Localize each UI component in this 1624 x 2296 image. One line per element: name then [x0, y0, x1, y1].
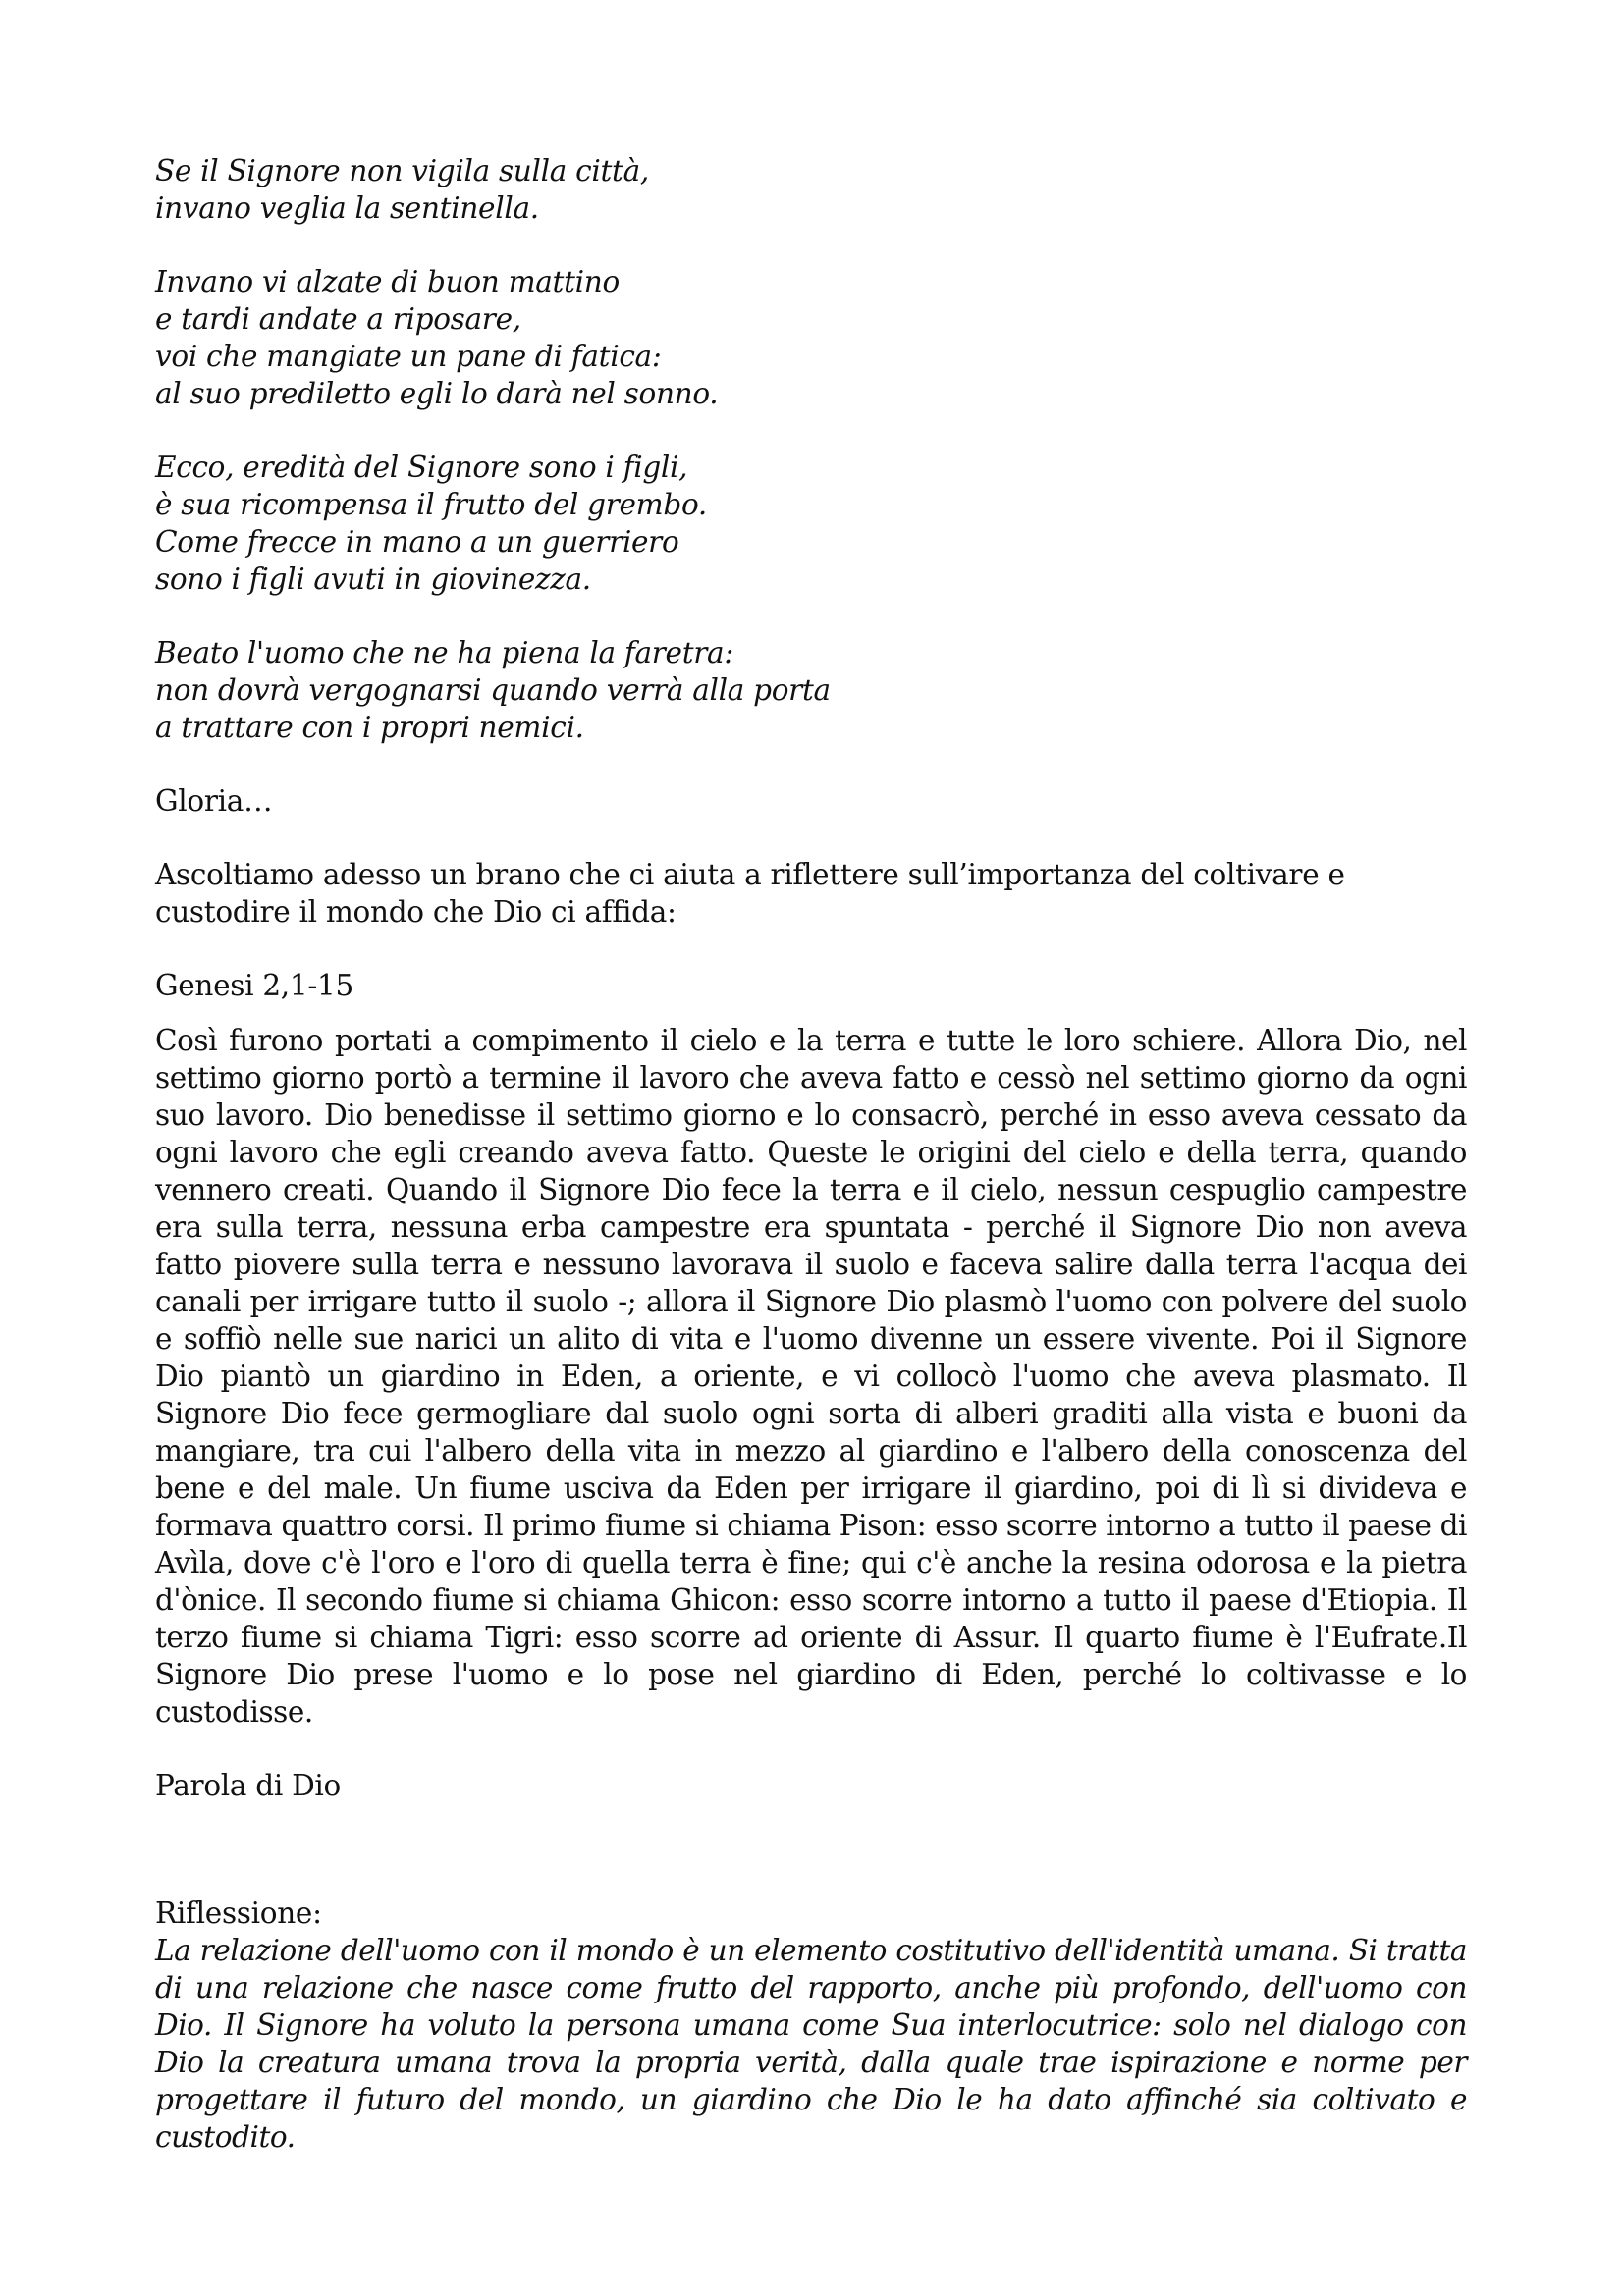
- psalm-line: e tardi andate a riposare,: [155, 302, 521, 336]
- psalm-stanza-2: [155, 263, 1467, 412]
- psalm-line: voi che mangiate un pane di fatica:: [155, 340, 662, 373]
- gloria: Gloria…: [155, 784, 273, 818]
- psalm-line: al suo prediletto egli lo darà nel sonno.: [155, 377, 719, 410]
- psalm-stanza-3: [155, 449, 1467, 598]
- psalm-line: a trattare con i propri nemici.: [155, 711, 584, 744]
- psalm-line: Se il Signore non vigila sulla città,: [155, 154, 649, 187]
- reflection-title: Riflessione:: [155, 1896, 322, 1930]
- document-page: [155, 152, 1467, 2156]
- reading-reference: Genesi 2,1-15: [155, 969, 353, 1002]
- psalm-line: Invano vi alzate di buon mattino: [155, 265, 620, 298]
- reading-closing: Parola di Dio: [155, 1769, 342, 1802]
- psalm-line: Come frecce in mano a un guerriero: [155, 525, 679, 559]
- psalm-line: sono i figli avuti in giovinezza.: [155, 562, 591, 596]
- psalm-line: Beato l'uomo che ne ha piena la faretra:: [155, 636, 733, 669]
- psalm-line: è sua ricompensa il frutto del grembo.: [155, 488, 707, 521]
- psalm-stanza-4: [155, 634, 1467, 746]
- psalm-line: non dovrà vergognarsi quando verrà alla porta: [155, 673, 831, 707]
- psalm-line: Ecco, eredità del Signore sono i figli,: [155, 451, 688, 484]
- psalm-stanza-1: [155, 152, 1467, 227]
- reading-text: Così furono portati a compimento il cielo e la terra e tutte le loro schiere. Allora Dio, nel settimo giorno portò a termine il lavoro che aveva fatto e cessò nel settimo giorno da ogni suo lavoro. Dio benedisse il settimo giorno e lo consacrò, perché in esso aveva cessato da ogni lavoro che egli creando aveva fatto. Queste le origini del cielo e della terra, quando vennero creati. Quando il Signore Dio fece la terra e il cielo, nessun cespuglio campestre era sulla terra, nessuna erba campestre era spuntata - perché il Signore Dio non aveva fatto piovere sulla terra e nessuno lavorava il suolo e faceva salire dalla terra l'acqua dei canali per irrigare tutto il suolo -; allora il Signore Dio plasmò l'uomo con polvere del suolo e soffiò nelle sue narici un alito di vita e l'uomo divenne un essere vivente. Poi il Signore Dio piantò un giardino in Eden, a oriente, e vi collocò l'uomo che aveva plasmato. Il Signore Dio fece germogliare dal suolo ogni sorta di alberi graditi alla vista e buoni da mangiare, tra cui l'albero della vita in mezzo al giardino e l'albero della conoscenza del bene e del male. Un fiume usciva da Eden per irrigare il giardino, poi di lì si divideva e formava quattro corsi. Il primo fiume si chiama Pison: esso scorre intorno a tutto il paese di Avìla, dove c'è l'oro e l'oro di quella terra è fine; qui c'è anche la resina odorosa e la pietra d'ònice. Il secondo fiume si chiama Ghicon: esso scorre intorno a tutto il paese d'Etiopia. Il terzo fiume si chiama Tigri: esso scorre ad oriente di Assur. Il quarto fiume è l'Eufrate.Il Signore Dio prese l'uomo e lo pose nel giardino di Eden, perché lo coltivasse e lo custodisse.: [155, 1024, 1467, 1729]
- reflection-text: La relazione dell'uomo con il mondo è un elemento costitutivo dell'identità umana. Si tratta di una relazione che nasce come frutto del rapporto, anche più profondo, dell'uomo con Dio. Il Signore ha voluto la persona umana come Sua interlocutrice: solo nel dialogo con Dio la creatura umana trova la propria verità, dalla quale trae ispirazione e norme per progettare il futuro del mondo, un giardino che Dio le ha dato affinché sia coltivato e custodito.: [155, 1934, 1467, 2154]
- reading-intro: Ascoltiamo adesso un brano che ci aiuta a riflettere sull’importanza del coltivare e custodire il mondo che Dio ci affida:: [155, 858, 1345, 929]
- psalm-line: invano veglia la sentinella.: [155, 191, 539, 225]
